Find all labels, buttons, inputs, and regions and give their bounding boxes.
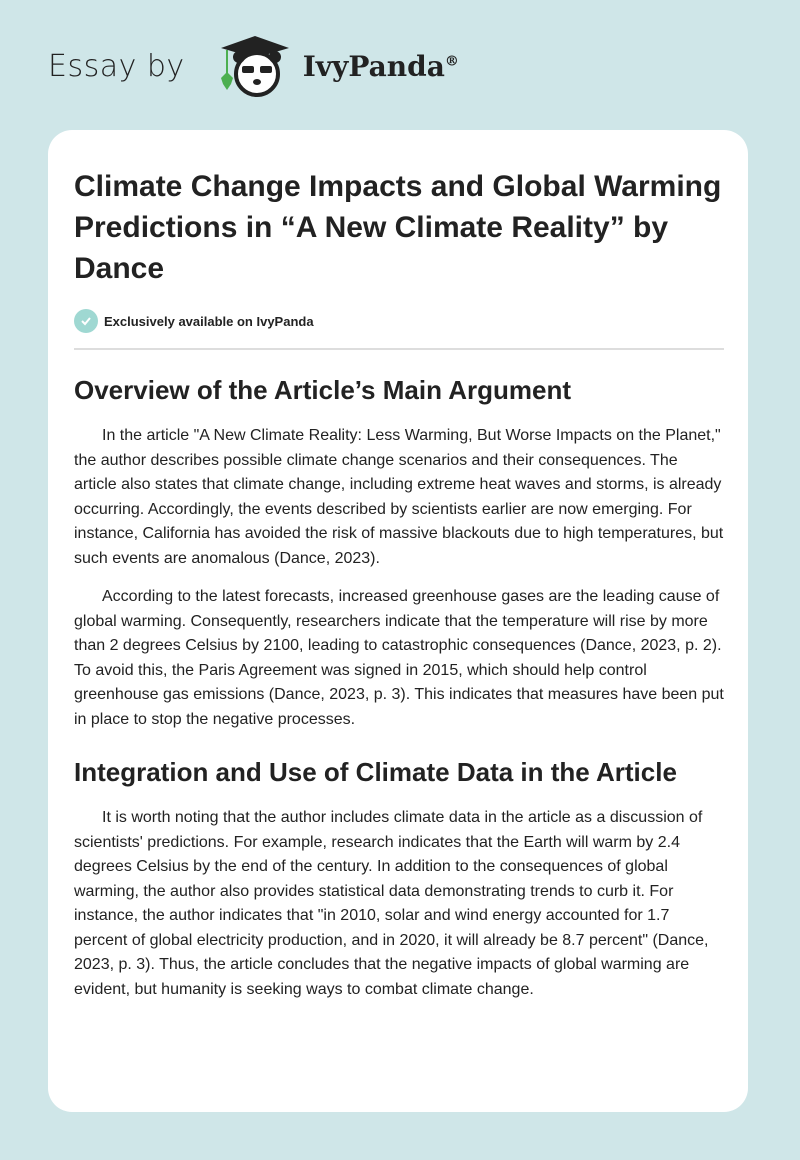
- check-icon: [74, 309, 98, 333]
- paragraph: It is worth noting that the author includes climate data in the article as a discussion of scientists' predictions. For example, research indicates that the Earth will warm by 2.4 degrees Celsius by the end of the century. In addition to the consequences of global warming, the author also provides statistical data demonstrating trends to curb it. For instance, the author indicates that "in 2010, solar and wind energy accounted for 1.7 percent of global electricity production, and in 2020, it will already be 8.7 percent" (Dance, 2023, p. 3). Thus, the article concludes that the negative impacts of global warming are evident, but humanity is seeking ways to combat climate change.: [74, 809, 709, 998]
- panda-logo-icon[interactable]: [207, 34, 297, 98]
- essay-by-label: Essay by: [48, 48, 185, 84]
- paragraph: According to the latest forecasts, increased greenhouse gases are the leading cause of global warming. Consequently, researchers indicate that the temperature will rise by more than 2 degrees Celsius by 2100, leading to catastrophic consequences (Dance, 2023, p. 2). To avoid this, the Paris Agreement was signed in 2015, which should help control greenhouse gas emissions (Dance, 2023, p. 3). This indicates that measures have been put in place to stop the negative processes.: [74, 588, 724, 728]
- badge-text: Exclusively available on IvyPanda: [104, 313, 314, 329]
- section-heading: Overview of the Article’s Main Argument: [74, 375, 571, 405]
- page-title: Climate Change Impacts and Global Warming Predictions in “A New Climate Reality” by Dance: [74, 170, 722, 285]
- section-climate-data: [74, 752, 724, 1002]
- divider: [74, 348, 724, 350]
- essay-card: [48, 130, 748, 1112]
- brand-name-text: IvyPanda: [302, 49, 445, 83]
- exclusive-badge: [74, 309, 724, 333]
- section-heading: Integration and Use of Climate Data in the Article: [74, 757, 677, 787]
- brand-header: [48, 34, 459, 98]
- brand-name[interactable]: [303, 50, 459, 83]
- paragraph: In the article "A New Climate Reality: Less Warming, But Worse Impacts on the Planet," the author describes possible climate change scenarios and their consequences. The article also states that climate change, including extreme heat waves and storms, is already occurring. Accordingly, the events described by scientists earlier are now emerging. For instance, California has avoided the risk of massive blackouts due to high temperatures, but such events are anomalous (Dance, 2023).: [74, 427, 724, 567]
- registered-mark: ®: [444, 53, 459, 70]
- section-overview: [74, 370, 724, 732]
